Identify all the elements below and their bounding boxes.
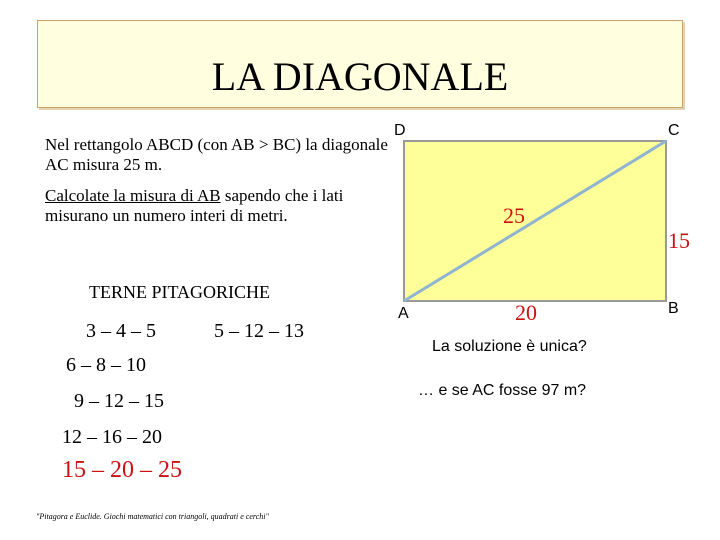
terne-title: TERNE PITAGORICHE [89, 282, 271, 302]
vertex-c-label: C [668, 122, 680, 139]
task-rest: sapendo che i lati misurano un numero interi di metri. [45, 186, 344, 225]
triple-15-20-25: 15 – 20 – 25 [62, 457, 182, 483]
triple-3-4-5: 3 – 4 – 5 [86, 320, 156, 342]
triple-5-12-13: 5 – 12 – 13 [214, 320, 304, 342]
task-underlined: Calcolate la misura di AB [45, 186, 221, 205]
diagonal-measure: 25 [503, 203, 525, 228]
vertex-d-label: D [394, 122, 406, 139]
triple-6-8-10: 6 – 8 – 10 [66, 354, 146, 376]
side-ab-measure: 20 [515, 300, 537, 325]
question-97: … e se AC fosse 97 m? [418, 382, 587, 399]
question-unique: La soluzione è unica? [432, 338, 587, 355]
side-bc-measure: 15 [668, 228, 690, 253]
vertex-b-label: B [668, 300, 679, 317]
footnote: "Pitagora e Euclide. Giochi matematici con triangoli, quadrati e cerchi" [36, 512, 269, 521]
problem-statement: Nel rettangolo ABCD (con AB > BC) la diagonale AC misura 25 m. [45, 135, 388, 174]
triple-9-12-15: 9 – 12 – 15 [74, 390, 164, 412]
vertex-a-label: A [398, 305, 409, 322]
page-title: LA DIAGONALE [211, 54, 509, 99]
triple-12-16-20: 12 – 16 – 20 [62, 426, 162, 448]
